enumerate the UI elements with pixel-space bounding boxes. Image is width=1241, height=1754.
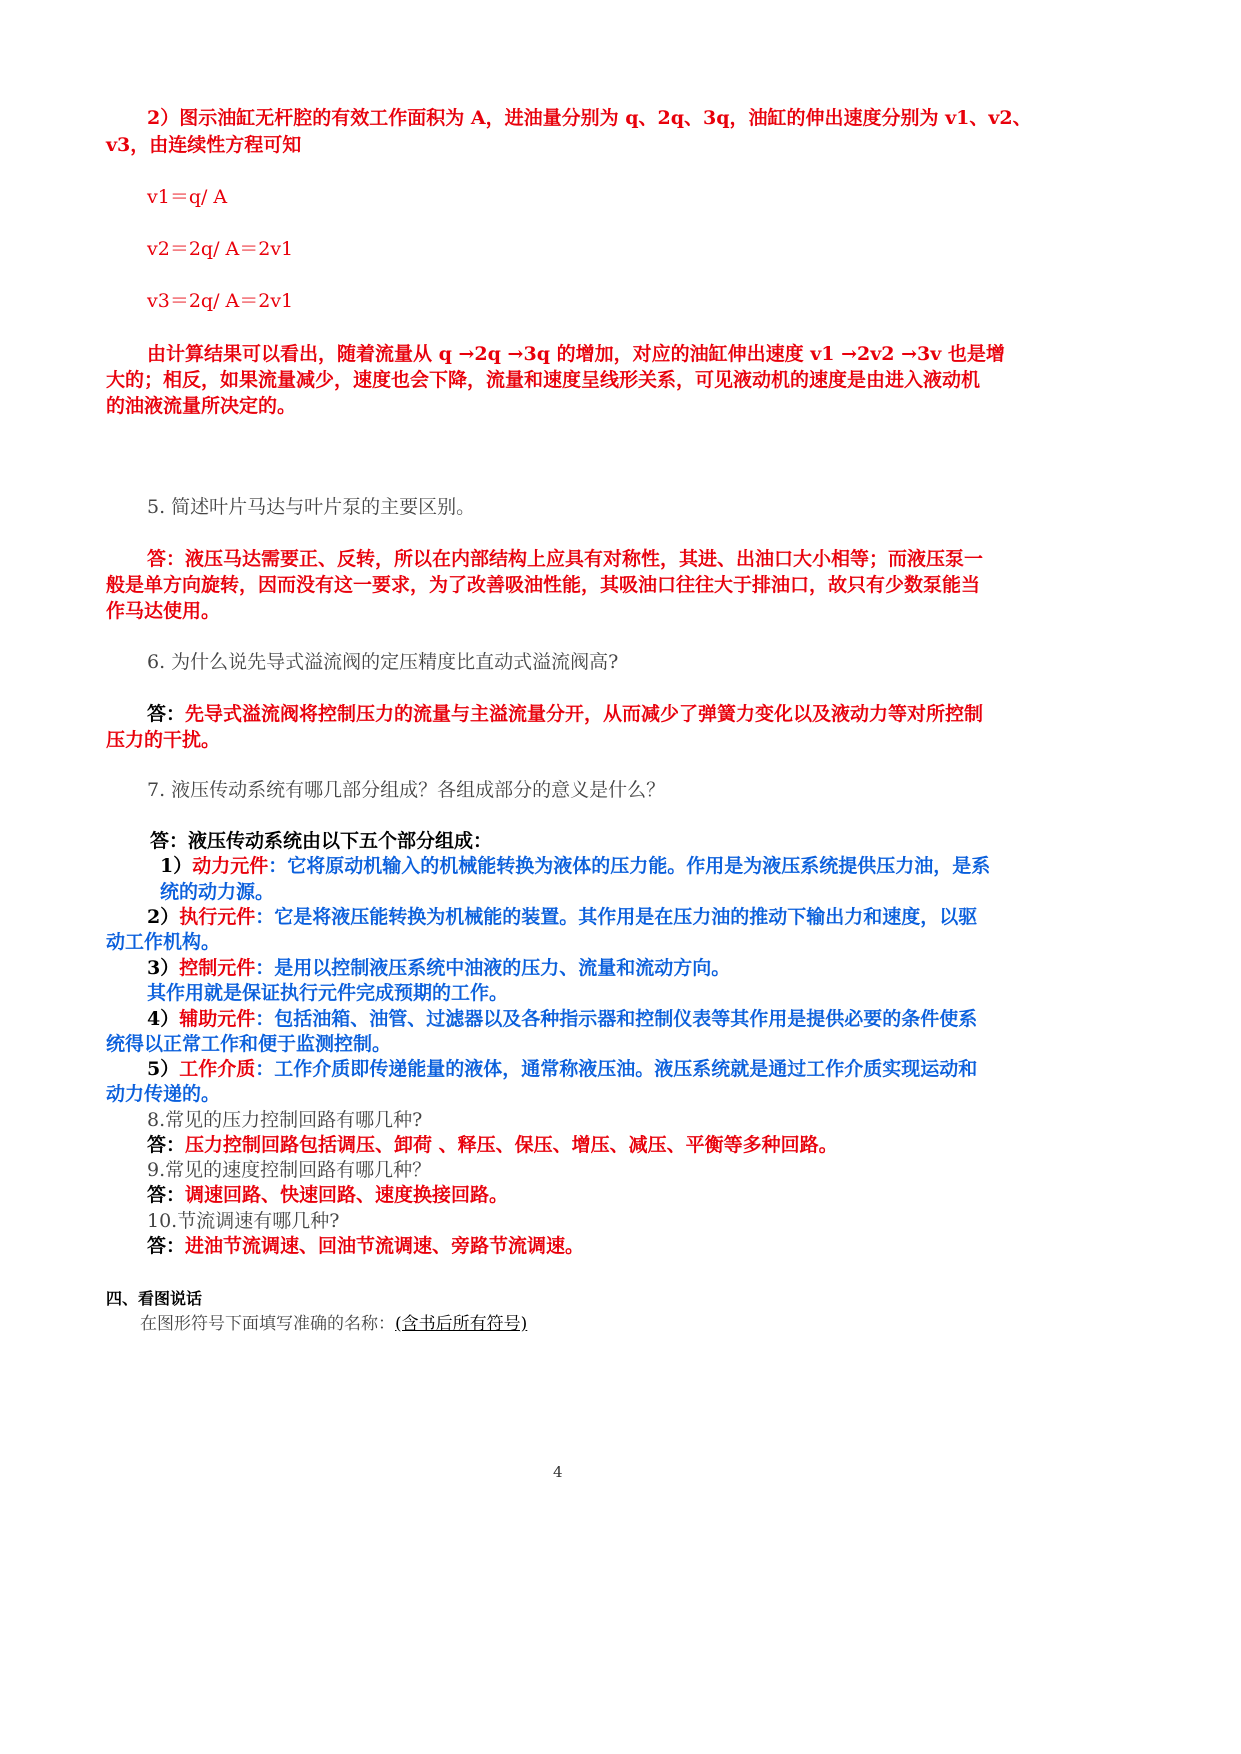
answer-10: 答：进油节流调速、回油节流调速、旁路节流调速。 (147, 1235, 585, 1257)
question-8: 8.常见的压力控制回路有哪几种? (147, 1109, 423, 1131)
answer-5-line-1: 答：液压马达需要正、反转，所以在内部结构上应具有对称性，其进、出油口大小相等；而液压泵一 (147, 548, 984, 570)
question-10: 10.节流调速有哪几种? (147, 1210, 340, 1232)
component-5-line-2: 动力传递的。 (106, 1083, 221, 1105)
answer-5-line-3: 作马达使用。 (106, 600, 221, 622)
section-heading: 四、看图说话 (106, 1289, 203, 1308)
conclusion-line-3: 的油液流量所决定的。 (106, 395, 297, 417)
question-9: 9.常见的速度控制回路有哪几种？ (147, 1159, 432, 1181)
component-5-line-1: 5）工作介质：工作介质即传递能量的液体，通常称液压油。液压系统就是通过工作介质实现运动和 (147, 1058, 978, 1080)
component-3-line-2: 其作用就是保证执行元件完成预期的工作。 (147, 982, 509, 1004)
equation-v3: v3＝2q/ A＝2v1 (147, 290, 294, 312)
question-6: 6. 为什么说先导式溢流阀的定压精度比直动式溢流阀高? (147, 651, 619, 673)
answer-6-line-2: 压力的干扰。 (106, 729, 221, 751)
component-4-line-2: 统得以正常工作和便于监测控制。 (106, 1033, 392, 1055)
conclusion-line-2: 大的；相反，如果流量减少，速度也会下降，流量和速度呈线形关系，可见液动机的速度是由进入液动机 (106, 369, 981, 391)
component-term: 工作介质 (179, 1058, 256, 1080)
component-3-line-1: 3）控制元件：是用以控制液压系统中油液的压力、流量和流动方向。 (147, 957, 731, 979)
question-7: 7. 液压传动系统有哪几部分组成？各组成部分的意义是什么？ (147, 779, 666, 801)
answer-9: 答：调速回路、快速回路、速度换接回路。 (147, 1184, 509, 1206)
component-term: 执行元件 (179, 906, 256, 928)
component-1-line-2: 统的动力源。 (160, 881, 275, 903)
component-2-line-1: 2）执行元件：它是将液压能转换为机械能的装置。其作用是在压力油的推动下输出力和速度，以驱 (147, 906, 978, 928)
answer-7-intro: 答：液压传动系统由以下五个部分组成： (150, 830, 493, 852)
component-term: 控制元件 (179, 957, 256, 979)
symbols-note: (含书后所有符号) (395, 1314, 528, 1334)
answer-prefix: 答： (147, 703, 186, 725)
answer-8: 答：压力控制回路包括调压、卸荷 、释压、保压、增压、减压、平衡等多种回路。 (147, 1134, 838, 1156)
page-number: 4 (553, 1463, 563, 1481)
component-2-line-2: 动工作机构。 (106, 931, 221, 953)
component-1-line-1: 1）动力元件：它将原动机输入的机械能转换为液体的压力能。作用是为液压系统提供压力油，是系 (160, 855, 991, 877)
continuity-para-line-1: 2）图示油缸无杆腔的有效工作面积为 A，进油量分别为 q、2q、3q，油缸的伸出速度分别为 v1、v2、 (147, 107, 1032, 129)
continuity-para-line-2: v3，由连续性方程可知 (106, 134, 302, 156)
question-5: 5. 简述叶片马达与叶片泵的主要区别。 (147, 496, 476, 518)
answer-6-text: 先导式溢流阀将控制压力的流量与主溢流量分开，从而减少了弹簧力变化以及液动力等对所控制 (185, 703, 984, 725)
component-term: 辅助元件 (179, 1008, 256, 1030)
answer-6-line-1 (147, 700, 983, 728)
component-term: 动力元件 (192, 855, 269, 877)
conclusion-line-1: 由计算结果可以看出，随着流量从 q →2q →3q 的增加，对应的油缸伸出速度 v1 →2v2 →3v 也是增 (147, 343, 1005, 365)
component-4-line-1: 4）辅助元件：包括油箱、油管、过滤器以及各种指示器和控制仪表等其作用是提供必要的条件使系 (147, 1008, 978, 1030)
equation-v1: v1＝q/ A (147, 186, 228, 208)
equation-v2: v2＝2q/ A＝2v1 (147, 238, 294, 260)
section-instruction: 在图形符号下面填写准确的名称：(含书后所有符号) (140, 1314, 528, 1334)
answer-5-line-2: 般是单方向旋转，因而没有这一要求，为了改善吸油性能，其吸油口往往大于排油口，故只有少数泵能当 (106, 574, 981, 596)
